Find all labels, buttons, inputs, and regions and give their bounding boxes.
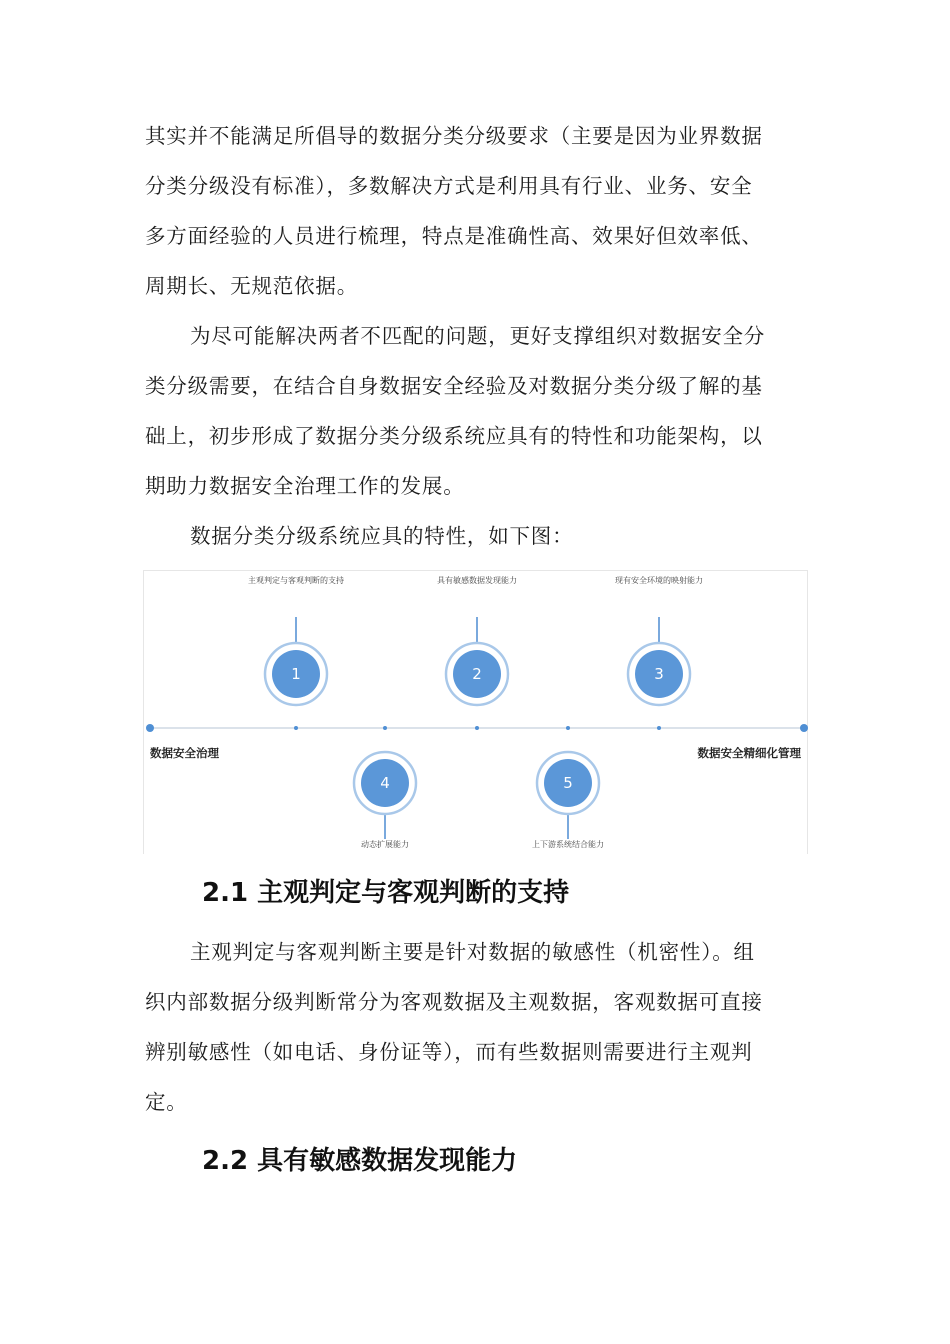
features-timeline-figure bbox=[143, 570, 808, 854]
node-3-number: 3 bbox=[654, 665, 664, 683]
text-line: 辨别敏感性（如电话、身份证等），而有些数据则需要进行主观判 bbox=[145, 1040, 753, 1064]
node-4-caption: 动态扩展能力 bbox=[361, 840, 409, 849]
text-line: 为尽可能解决两者不匹配的问题，更好支撑组织对数据安全分 bbox=[190, 324, 766, 348]
text-line: 础上，初步形成了数据分类分级系统应具有的特性和功能架构，以 bbox=[145, 424, 763, 448]
text-line: 周期长、无规范依据。 bbox=[145, 274, 358, 298]
timeline-graphic bbox=[144, 571, 809, 855]
text-line: 主观判定与客观判断主要是针对数据的敏感性（机密性）。组 bbox=[190, 940, 755, 964]
text-line: 类分级需要，在结合自身数据安全经验及对数据分类分级了解的基 bbox=[145, 374, 763, 398]
node-2-caption: 具有敏感数据发现能力 bbox=[437, 576, 517, 585]
axis-tick-dot bbox=[383, 726, 387, 730]
node-4-number: 4 bbox=[380, 774, 390, 792]
node-1-caption: 主观判定与客观判断的支持 bbox=[248, 576, 344, 585]
section-2-2-heading: 2.2 具有敏感数据发现能力 bbox=[202, 1146, 518, 1176]
axis-tick-dot bbox=[657, 726, 661, 730]
node-5-caption: 上下游系统结合能力 bbox=[532, 840, 604, 849]
intro-paragraph bbox=[145, 111, 793, 311]
text-line: 织内部数据分级判断常分为客观数据及主观数据，客观数据可直接 bbox=[145, 990, 763, 1014]
text-line: 其实并不能满足所倡导的数据分类分级要求（主要是因为业界数据 bbox=[145, 124, 763, 148]
node-2-number: 2 bbox=[472, 665, 482, 683]
axis-tick-dot bbox=[475, 726, 479, 730]
node-1-number: 1 bbox=[291, 665, 301, 683]
figure-intro bbox=[145, 511, 793, 561]
text-line: 定。 bbox=[145, 1090, 188, 1114]
timeline-start-label: 数据安全治理 bbox=[150, 746, 219, 760]
text-line: 多方面经验的人员进行梳理，特点是准确性高、效果好但效率低、 bbox=[145, 224, 763, 248]
node-3-caption: 现有安全环境的映射能力 bbox=[615, 576, 703, 585]
axis-start-dot bbox=[146, 724, 154, 732]
axis-tick-dot bbox=[294, 726, 298, 730]
axis-end-dot bbox=[800, 724, 808, 732]
section-2-1-paragraph bbox=[145, 927, 793, 1127]
purpose-paragraph bbox=[145, 311, 793, 511]
text-line: 分类分级没有标准），多数解决方式是利用具有行业、业务、安全 bbox=[145, 174, 753, 198]
text-line: 数据分类分级系统应具的特性，如下图： bbox=[190, 524, 574, 548]
text-line: 期助力数据安全治理工作的发展。 bbox=[145, 474, 465, 498]
section-2-1-heading: 2.1 主观判定与客观判断的支持 bbox=[202, 878, 570, 908]
axis-tick-dot bbox=[566, 726, 570, 730]
timeline-end-label: 数据安全精细化管理 bbox=[697, 746, 801, 760]
node-5-number: 5 bbox=[563, 774, 573, 792]
